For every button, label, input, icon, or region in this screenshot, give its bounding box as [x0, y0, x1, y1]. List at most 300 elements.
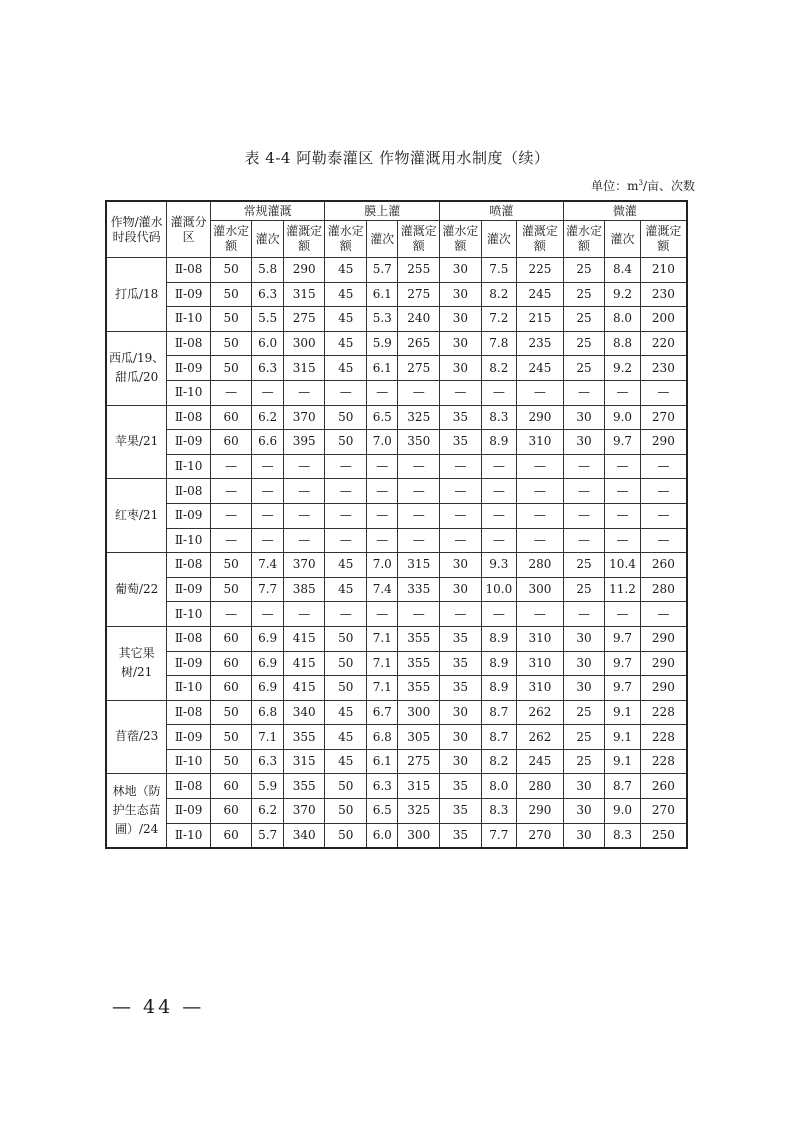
- value-cell: 245: [517, 749, 564, 774]
- zone-cell: Ⅱ-09: [167, 577, 211, 602]
- table-row: [106, 700, 687, 725]
- zone-cell: Ⅱ-10: [167, 749, 211, 774]
- value-cell: 280: [517, 553, 564, 578]
- value-cell: 30: [440, 258, 482, 283]
- value-cell: 50: [325, 676, 367, 701]
- crop-name-cell: 西瓜/19、甜瓜/20: [106, 331, 167, 405]
- value-cell: —: [640, 479, 687, 504]
- table-row: [106, 799, 687, 824]
- value-cell: —: [563, 380, 605, 405]
- value-cell: 315: [283, 356, 325, 381]
- value-cell: 7.2: [481, 307, 516, 332]
- value-cell: 30: [563, 823, 605, 848]
- value-cell: 9.7: [605, 430, 640, 455]
- value-cell: 270: [640, 799, 687, 824]
- unit-suffix: /亩、次数: [642, 179, 695, 193]
- value-cell: 7.8: [481, 331, 516, 356]
- value-cell: —: [210, 528, 252, 553]
- value-cell: 7.4: [367, 577, 398, 602]
- header-group: 常规灌溉: [210, 201, 325, 221]
- zone-cell: Ⅱ-10: [167, 602, 211, 627]
- value-cell: —: [398, 454, 440, 479]
- zone-cell: Ⅱ-08: [167, 626, 211, 651]
- value-cell: 35: [440, 626, 482, 651]
- value-cell: 7.5: [481, 258, 516, 283]
- value-cell: 415: [283, 626, 325, 651]
- value-cell: 30: [440, 356, 482, 381]
- value-cell: —: [210, 602, 252, 627]
- zone-cell: Ⅱ-08: [167, 774, 211, 799]
- zone-cell: Ⅱ-09: [167, 503, 211, 528]
- value-cell: 60: [210, 823, 252, 848]
- value-cell: 9.7: [605, 651, 640, 676]
- value-cell: 45: [325, 282, 367, 307]
- value-cell: 45: [325, 725, 367, 750]
- page-number: — 44 —: [112, 996, 205, 1018]
- value-cell: 370: [283, 553, 325, 578]
- value-cell: —: [283, 528, 325, 553]
- value-cell: 255: [398, 258, 440, 283]
- header-sub: 灌次: [605, 221, 640, 258]
- table-row: [106, 479, 687, 504]
- value-cell: 50: [325, 774, 367, 799]
- value-cell: —: [605, 528, 640, 553]
- value-cell: 30: [440, 749, 482, 774]
- value-cell: 30: [563, 430, 605, 455]
- crop-name-cell: 红枣/21: [106, 479, 167, 553]
- value-cell: 6.0: [367, 823, 398, 848]
- zone-cell: Ⅱ-09: [167, 799, 211, 824]
- crop-name-cell: 其它果树/21: [106, 626, 167, 700]
- value-cell: 415: [283, 676, 325, 701]
- value-cell: —: [325, 454, 367, 479]
- value-cell: —: [325, 380, 367, 405]
- value-cell: 5.7: [252, 823, 283, 848]
- zone-cell: Ⅱ-08: [167, 258, 211, 283]
- value-cell: 30: [563, 799, 605, 824]
- value-cell: 50: [210, 356, 252, 381]
- value-cell: 50: [210, 307, 252, 332]
- table-row: [106, 553, 687, 578]
- value-cell: 50: [210, 749, 252, 774]
- value-cell: 8.0: [605, 307, 640, 332]
- value-cell: —: [367, 503, 398, 528]
- unit-superscript: 3: [638, 179, 643, 187]
- table-row: [106, 331, 687, 356]
- value-cell: 8.9: [481, 626, 516, 651]
- value-cell: 335: [398, 577, 440, 602]
- table-row: [106, 676, 687, 701]
- value-cell: —: [517, 528, 564, 553]
- value-cell: 290: [283, 258, 325, 283]
- value-cell: 300: [517, 577, 564, 602]
- value-cell: —: [325, 503, 367, 528]
- value-cell: —: [481, 454, 516, 479]
- value-cell: 300: [283, 331, 325, 356]
- zone-cell: Ⅱ-09: [167, 651, 211, 676]
- value-cell: 415: [283, 651, 325, 676]
- value-cell: —: [252, 380, 283, 405]
- value-cell: 25: [563, 356, 605, 381]
- value-cell: —: [325, 479, 367, 504]
- value-cell: 290: [517, 799, 564, 824]
- table-row: [106, 626, 687, 651]
- value-cell: 290: [640, 430, 687, 455]
- value-cell: 60: [210, 430, 252, 455]
- value-cell: 315: [398, 553, 440, 578]
- value-cell: 25: [563, 749, 605, 774]
- value-cell: 5.7: [367, 258, 398, 283]
- value-cell: 8.7: [481, 725, 516, 750]
- value-cell: 250: [640, 823, 687, 848]
- value-cell: 50: [210, 577, 252, 602]
- value-cell: 6.3: [252, 749, 283, 774]
- table-row: [106, 503, 687, 528]
- value-cell: 350: [398, 430, 440, 455]
- value-cell: 6.9: [252, 651, 283, 676]
- value-cell: 228: [640, 700, 687, 725]
- value-cell: 35: [440, 676, 482, 701]
- value-cell: 7.1: [367, 626, 398, 651]
- value-cell: 395: [283, 430, 325, 455]
- zone-cell: Ⅱ-10: [167, 823, 211, 848]
- value-cell: 50: [210, 258, 252, 283]
- table-row: [106, 651, 687, 676]
- value-cell: 6.1: [367, 282, 398, 307]
- value-cell: 280: [640, 577, 687, 602]
- zone-cell: Ⅱ-08: [167, 479, 211, 504]
- value-cell: —: [210, 503, 252, 528]
- value-cell: 10.0: [481, 577, 516, 602]
- value-cell: 235: [517, 331, 564, 356]
- value-cell: 9.0: [605, 799, 640, 824]
- value-cell: 30: [563, 774, 605, 799]
- value-cell: 300: [398, 700, 440, 725]
- value-cell: —: [398, 602, 440, 627]
- value-cell: 355: [398, 626, 440, 651]
- value-cell: —: [325, 528, 367, 553]
- value-cell: 50: [210, 700, 252, 725]
- value-cell: 30: [440, 725, 482, 750]
- value-cell: 45: [325, 553, 367, 578]
- table-row: [106, 774, 687, 799]
- value-cell: —: [440, 602, 482, 627]
- value-cell: 385: [283, 577, 325, 602]
- value-cell: —: [252, 479, 283, 504]
- value-cell: 35: [440, 405, 482, 430]
- crop-name-cell: 打瓜/18: [106, 258, 167, 332]
- value-cell: 45: [325, 356, 367, 381]
- value-cell: 60: [210, 405, 252, 430]
- zone-cell: Ⅱ-10: [167, 454, 211, 479]
- zone-cell: Ⅱ-08: [167, 700, 211, 725]
- value-cell: 6.6: [252, 430, 283, 455]
- value-cell: 275: [398, 356, 440, 381]
- table-row: [106, 749, 687, 774]
- value-cell: 25: [563, 577, 605, 602]
- value-cell: 270: [640, 405, 687, 430]
- header-sub: 灌水定额: [440, 221, 482, 258]
- value-cell: 50: [325, 626, 367, 651]
- value-cell: 8.8: [605, 331, 640, 356]
- value-cell: 245: [517, 356, 564, 381]
- value-cell: —: [517, 380, 564, 405]
- value-cell: 6.7: [367, 700, 398, 725]
- value-cell: 35: [440, 651, 482, 676]
- value-cell: 45: [325, 577, 367, 602]
- value-cell: 8.2: [481, 356, 516, 381]
- value-cell: —: [252, 528, 283, 553]
- value-cell: 310: [517, 676, 564, 701]
- value-cell: —: [440, 380, 482, 405]
- value-cell: 50: [325, 799, 367, 824]
- value-cell: —: [517, 503, 564, 528]
- value-cell: 50: [325, 430, 367, 455]
- zone-cell: Ⅱ-10: [167, 676, 211, 701]
- value-cell: 240: [398, 307, 440, 332]
- value-cell: —: [367, 380, 398, 405]
- value-cell: —: [210, 380, 252, 405]
- value-cell: 25: [563, 700, 605, 725]
- value-cell: —: [563, 479, 605, 504]
- value-cell: —: [563, 503, 605, 528]
- header-sub: 灌次: [252, 221, 283, 258]
- header-sub: 灌次: [481, 221, 516, 258]
- table-row: [106, 577, 687, 602]
- value-cell: 8.0: [481, 774, 516, 799]
- value-cell: 9.1: [605, 749, 640, 774]
- zone-cell: Ⅱ-08: [167, 553, 211, 578]
- table-title: 表 4-4 阿勒泰灌区 作物灌溉用水制度（续）: [244, 149, 550, 167]
- value-cell: —: [640, 454, 687, 479]
- value-cell: —: [605, 380, 640, 405]
- header-crop-code: 作物/灌水时段代码: [106, 201, 167, 258]
- value-cell: 200: [640, 307, 687, 332]
- value-cell: 9.1: [605, 725, 640, 750]
- zone-cell: Ⅱ-10: [167, 380, 211, 405]
- value-cell: 30: [440, 700, 482, 725]
- value-cell: 260: [640, 553, 687, 578]
- value-cell: 30: [563, 676, 605, 701]
- value-cell: 7.0: [367, 430, 398, 455]
- value-cell: —: [210, 479, 252, 504]
- value-cell: 45: [325, 749, 367, 774]
- value-cell: —: [440, 479, 482, 504]
- value-cell: 7.1: [252, 725, 283, 750]
- value-cell: —: [440, 528, 482, 553]
- value-cell: 60: [210, 799, 252, 824]
- value-cell: 5.8: [252, 258, 283, 283]
- value-cell: 6.5: [367, 405, 398, 430]
- table-row: [106, 528, 687, 553]
- zone-cell: Ⅱ-10: [167, 528, 211, 553]
- value-cell: 262: [517, 725, 564, 750]
- value-cell: 220: [640, 331, 687, 356]
- table-row: [106, 356, 687, 381]
- value-cell: 340: [283, 700, 325, 725]
- value-cell: 355: [398, 676, 440, 701]
- value-cell: 50: [325, 823, 367, 848]
- value-cell: —: [367, 602, 398, 627]
- value-cell: 7.1: [367, 676, 398, 701]
- header-zone: 灌溉分区: [167, 201, 211, 258]
- header-sub: 灌水定额: [325, 221, 367, 258]
- value-cell: —: [398, 380, 440, 405]
- value-cell: 8.7: [605, 774, 640, 799]
- table-row: [106, 258, 687, 283]
- value-cell: 8.2: [481, 749, 516, 774]
- value-cell: 7.0: [367, 553, 398, 578]
- value-cell: 228: [640, 725, 687, 750]
- value-cell: 8.4: [605, 258, 640, 283]
- table-row: [106, 602, 687, 627]
- value-cell: 6.9: [252, 626, 283, 651]
- value-cell: 6.2: [252, 799, 283, 824]
- value-cell: 30: [563, 626, 605, 651]
- value-cell: 8.9: [481, 676, 516, 701]
- value-cell: 265: [398, 331, 440, 356]
- value-cell: 50: [210, 331, 252, 356]
- value-cell: 325: [398, 405, 440, 430]
- table-row: [106, 430, 687, 455]
- value-cell: 7.7: [481, 823, 516, 848]
- value-cell: 30: [440, 577, 482, 602]
- value-cell: 25: [563, 307, 605, 332]
- value-cell: 275: [283, 307, 325, 332]
- value-cell: 11.2: [605, 577, 640, 602]
- value-cell: —: [517, 602, 564, 627]
- value-cell: 290: [640, 626, 687, 651]
- zone-cell: Ⅱ-09: [167, 430, 211, 455]
- value-cell: 275: [398, 282, 440, 307]
- value-cell: 8.3: [605, 823, 640, 848]
- zone-cell: Ⅱ-09: [167, 356, 211, 381]
- value-cell: 30: [563, 405, 605, 430]
- value-cell: —: [605, 479, 640, 504]
- table-row: [106, 823, 687, 848]
- value-cell: 7.7: [252, 577, 283, 602]
- value-cell: 370: [283, 405, 325, 430]
- value-cell: 10.4: [605, 553, 640, 578]
- value-cell: 50: [325, 405, 367, 430]
- value-cell: —: [440, 503, 482, 528]
- value-cell: 9.7: [605, 626, 640, 651]
- value-cell: —: [605, 503, 640, 528]
- value-cell: 6.1: [367, 356, 398, 381]
- value-cell: 230: [640, 282, 687, 307]
- crop-name-cell: 苜蓿/23: [106, 700, 167, 774]
- value-cell: 50: [210, 282, 252, 307]
- value-cell: 35: [440, 430, 482, 455]
- value-cell: 25: [563, 553, 605, 578]
- value-cell: 8.9: [481, 651, 516, 676]
- table-row: [106, 405, 687, 430]
- value-cell: 9.7: [605, 676, 640, 701]
- value-cell: 290: [517, 405, 564, 430]
- value-cell: 6.9: [252, 676, 283, 701]
- zone-cell: Ⅱ-08: [167, 331, 211, 356]
- value-cell: 45: [325, 258, 367, 283]
- header-sub: 灌溉定额: [640, 221, 687, 258]
- value-cell: —: [210, 454, 252, 479]
- value-cell: 355: [398, 651, 440, 676]
- value-cell: 262: [517, 700, 564, 725]
- value-cell: 30: [440, 282, 482, 307]
- value-cell: 35: [440, 823, 482, 848]
- value-cell: 8.9: [481, 430, 516, 455]
- value-cell: 9.2: [605, 282, 640, 307]
- crop-name-cell: 葡萄/22: [106, 553, 167, 627]
- value-cell: 290: [640, 676, 687, 701]
- value-cell: —: [283, 479, 325, 504]
- value-cell: 6.1: [367, 749, 398, 774]
- value-cell: —: [283, 454, 325, 479]
- header-sub: 灌溉定额: [517, 221, 564, 258]
- value-cell: 30: [440, 307, 482, 332]
- value-cell: 7.1: [367, 651, 398, 676]
- value-cell: 6.8: [367, 725, 398, 750]
- unit-prefix: 单位：m: [591, 179, 639, 193]
- value-cell: 6.3: [252, 282, 283, 307]
- header-group: 膜上灌: [325, 201, 440, 221]
- value-cell: —: [640, 380, 687, 405]
- value-cell: 8.7: [481, 700, 516, 725]
- value-cell: —: [563, 602, 605, 627]
- value-cell: 60: [210, 676, 252, 701]
- value-cell: 9.2: [605, 356, 640, 381]
- value-cell: 310: [517, 430, 564, 455]
- value-cell: —: [640, 528, 687, 553]
- value-cell: —: [398, 503, 440, 528]
- header-group: 微灌: [563, 201, 687, 221]
- value-cell: —: [640, 503, 687, 528]
- value-cell: 6.5: [367, 799, 398, 824]
- table-row: [106, 725, 687, 750]
- value-cell: 310: [517, 651, 564, 676]
- value-cell: 8.3: [481, 799, 516, 824]
- value-cell: —: [252, 602, 283, 627]
- value-cell: 50: [325, 651, 367, 676]
- value-cell: 6.2: [252, 405, 283, 430]
- table-row: [106, 380, 687, 405]
- value-cell: 45: [325, 307, 367, 332]
- value-cell: 50: [210, 553, 252, 578]
- value-cell: —: [605, 602, 640, 627]
- value-cell: 35: [440, 774, 482, 799]
- value-cell: —: [517, 479, 564, 504]
- value-cell: 60: [210, 651, 252, 676]
- header-sub: 灌水定额: [563, 221, 605, 258]
- value-cell: 5.9: [367, 331, 398, 356]
- value-cell: 25: [563, 331, 605, 356]
- value-cell: 315: [283, 749, 325, 774]
- value-cell: 325: [398, 799, 440, 824]
- value-cell: 355: [283, 774, 325, 799]
- value-cell: 300: [398, 823, 440, 848]
- value-cell: 8.2: [481, 282, 516, 307]
- value-cell: —: [517, 454, 564, 479]
- value-cell: —: [252, 454, 283, 479]
- value-cell: 270: [517, 823, 564, 848]
- value-cell: 60: [210, 774, 252, 799]
- value-cell: 45: [325, 700, 367, 725]
- header-group: 喷灌: [440, 201, 564, 221]
- table-row: [106, 282, 687, 307]
- value-cell: —: [605, 454, 640, 479]
- value-cell: —: [325, 602, 367, 627]
- value-cell: 260: [640, 774, 687, 799]
- value-cell: 30: [440, 331, 482, 356]
